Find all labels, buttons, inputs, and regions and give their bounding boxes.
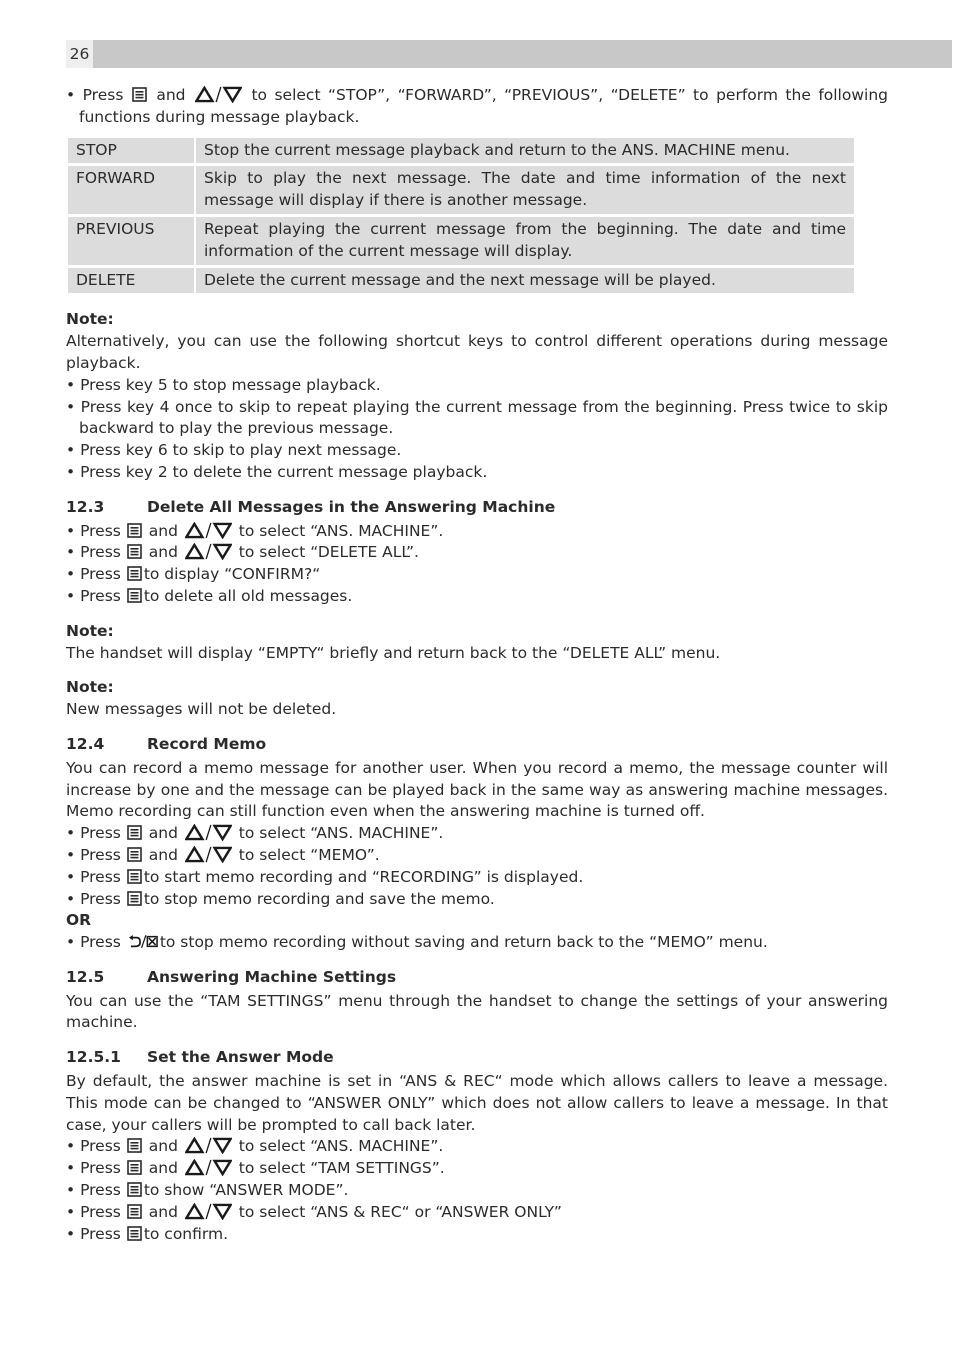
section-heading-12-5-1: 12.5.1 Set the Answer Mode	[66, 1048, 334, 1067]
menu-key-icon	[127, 566, 142, 581]
table-value: Skip to play the next message. The date and time information of the next message will display if there is another message.	[196, 166, 854, 214]
section-heading-12-3: 12.3 Delete All Messages in the Answering Machine	[66, 497, 556, 516]
menu-key-icon	[127, 1138, 142, 1153]
menu-key-icon	[127, 1226, 142, 1241]
playback-functions-table	[66, 135, 856, 297]
note-label: Note:	[66, 621, 114, 640]
page-number: 26	[66, 40, 93, 68]
note-label: Note:	[66, 310, 114, 329]
list-item: • Press key 5 to stop message playback.	[66, 375, 381, 394]
table-key: STOP	[68, 138, 194, 164]
note-text: New messages will not be deleted.	[66, 700, 337, 719]
table-key: FORWARD	[68, 166, 194, 214]
list-item: • Press and to select “TAM SETTINGS”.	[66, 1159, 445, 1178]
list-item: • Press to confirm.	[66, 1224, 229, 1243]
menu-key-icon	[127, 1182, 142, 1197]
list-item: • Press key 6 to skip to play next message.	[66, 441, 402, 460]
list-item: • Press to show “ANSWER MODE”.	[66, 1181, 349, 1200]
table-key: PREVIOUS	[68, 217, 194, 265]
list-item: • Press to display “CONFIRM?“	[66, 565, 321, 584]
menu-key-icon	[127, 523, 142, 538]
up-down-arrow-icon	[185, 1137, 232, 1154]
list-item: • Press and to select “MEMO”.	[66, 845, 380, 864]
up-down-arrow-icon	[185, 543, 232, 560]
table-row	[68, 217, 854, 265]
intro-bullet: • Press and to select “STOP”, “FORWARD”, “PREVIOUS”, “DELETE” to perform the following functions during message playback.	[66, 86, 888, 126]
table-row	[68, 138, 854, 164]
section-heading-12-4: 12.4 Record Memo	[66, 734, 267, 753]
list-item: • Press key 4 once to skip to repeat playing the current message from the beginning. Press twice to skip backward to play the previous message.	[66, 397, 888, 438]
menu-key-icon	[127, 588, 142, 603]
header-bar	[66, 40, 952, 68]
paragraph: By default, the answer machine is set in “ANS & REC“ mode which allows callers to leave a message. This mode can be changed to “ANSWER ONLY” which does not allow callers to leave a message. In that case, your callers will be prompted to call back later.	[66, 1072, 888, 1134]
paragraph: You can record a memo message for another user. When you record a memo, the message counter will increase by one and the message can be played back in the same way as answering machine messages. Memo recording can still function even when the answering machine is turned off.	[66, 758, 888, 821]
note-label: Note:	[66, 678, 114, 697]
section-heading-12-5: 12.5 Answering Machine Settings	[66, 967, 397, 986]
list-item: • Press and to select “ANS. MACHINE”.	[66, 824, 444, 843]
table-value: Delete the current message and the next message will be played.	[196, 268, 854, 294]
up-down-arrow-icon	[195, 86, 242, 103]
up-down-arrow-icon	[185, 824, 232, 841]
menu-key-icon	[127, 1160, 142, 1175]
menu-key-icon	[127, 869, 142, 884]
list-item: • Press and to select “DELETE ALL”.	[66, 543, 419, 562]
list-item: • Press and to select “ANS. MACHINE”.	[66, 1137, 444, 1156]
list-item: • Press key 2 to delete the current message playback.	[66, 462, 488, 481]
menu-key-icon	[127, 891, 142, 906]
note-text: The handset will display “EMPTY“ briefly and return back to the “DELETE ALL” menu.	[66, 643, 721, 662]
menu-key-icon	[127, 825, 142, 840]
list-item: • Press to delete all old messages.	[66, 586, 353, 605]
table-row	[68, 268, 854, 294]
menu-key-icon	[127, 1204, 142, 1219]
or-label: OR	[66, 911, 92, 930]
list-item: • Press and to select “ANS. MACHINE”.	[66, 521, 444, 540]
table-row	[68, 166, 854, 214]
up-down-arrow-icon	[185, 846, 232, 863]
list-item: • Press to stop memo recording without saving and return back to the “MEMO” menu.	[66, 933, 768, 952]
back-delete-key-icon	[128, 934, 159, 949]
up-down-arrow-icon	[185, 1159, 232, 1176]
up-down-arrow-icon	[185, 522, 232, 539]
note-text: Alternatively, you can use the following shortcut keys to control different operations during message playback.	[66, 332, 888, 372]
menu-key-icon	[127, 847, 142, 862]
paragraph: You can use the “TAM SETTINGS” menu through the handset to change the settings of your answering machine.	[66, 991, 888, 1032]
menu-key-icon	[132, 87, 147, 102]
page-content	[66, 85, 888, 1245]
table-value: Repeat playing the current message from the beginning. The date and time information of the current message will display.	[196, 217, 854, 265]
table-key: DELETE	[68, 268, 194, 294]
menu-key-icon	[127, 544, 142, 559]
list-item: • Press and to select “ANS & REC“ or “ANSWER ONLY”	[66, 1202, 562, 1221]
list-item: • Press to start memo recording and “RECORDING” is displayed.	[66, 867, 584, 886]
up-down-arrow-icon	[185, 1203, 232, 1220]
list-item: • Press to stop memo recording and save the memo.	[66, 889, 495, 908]
table-value: Stop the current message playback and return to the ANS. MACHINE menu.	[196, 138, 854, 164]
